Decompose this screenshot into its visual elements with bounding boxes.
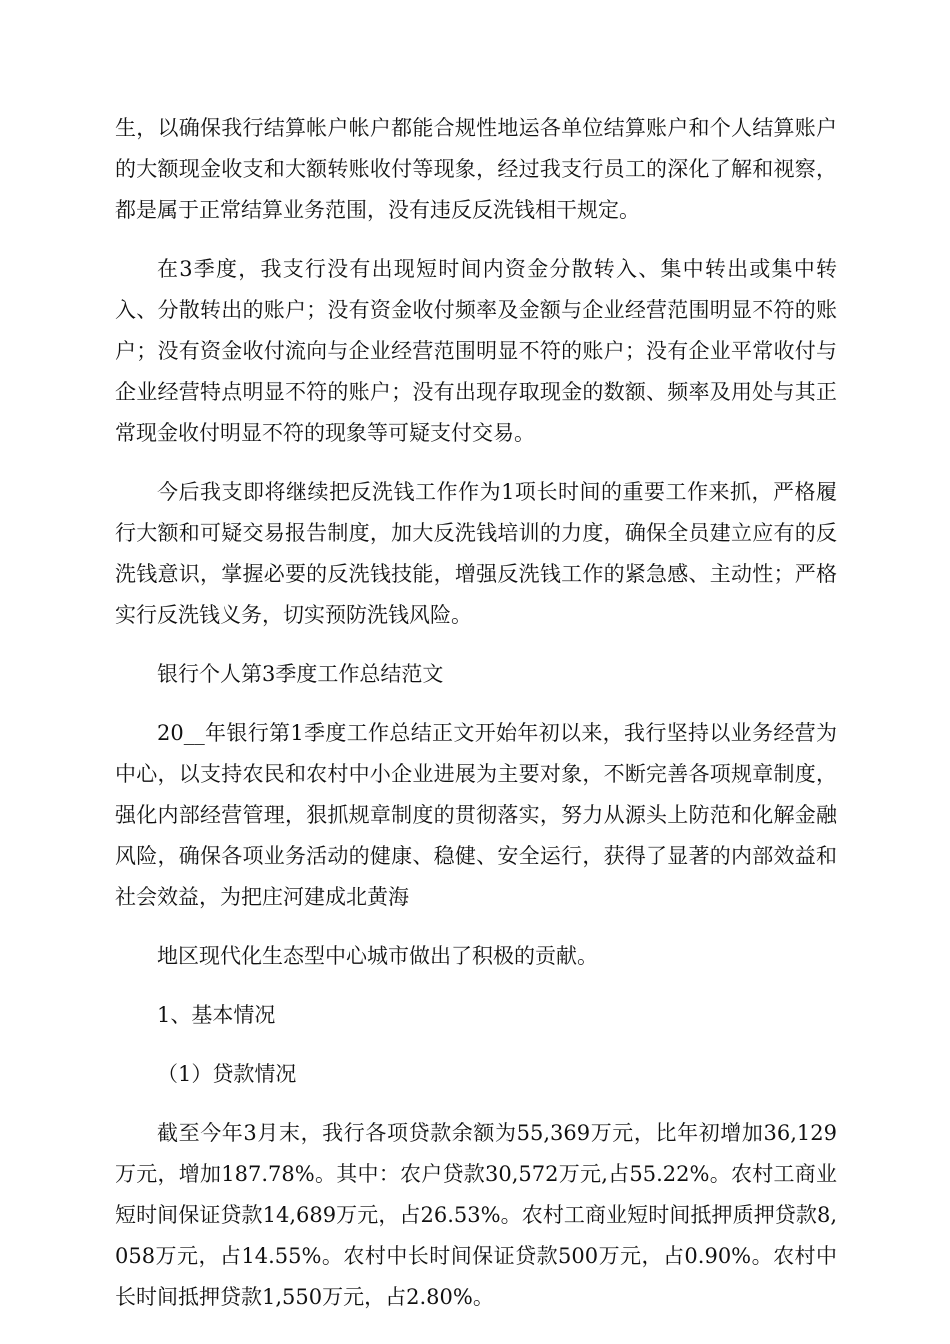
document-body xyxy=(115,108,837,1336)
paragraph-2: 在3季度，我支行没有出现短时间内资金分散转入、集中转出或集中转入、分散转出的账户；没有资金收付频率及金额与企业经营范围明显不符的账户；没有资金收付流向与企业经营范围明显不符的账户；没有企业平常收付与企业经营特点明显不符的账户；没有出现存取现金的数额、频率及用处与其正常现金收付明显不符的现象等可疑支付交易。 xyxy=(115,257,837,445)
paragraph-loan-details: 截至今年3月末，我行各项贷款余额为55,369万元，比年初增加36,129万元，增加187.78%。其中：农户贷款30,572万元,占55.22%。农村工商业短时间保证贷款14,689万元，占26.53%。农村工商业短时间抵押质押贷款8,058万元，占14.55%。农村中长时间保证贷款500万元，占0.90%。农村中长时间抵押贷款1,550万元，占2.80%。 xyxy=(115,1121,837,1309)
heading-loan-situation: （1）贷款情况 xyxy=(157,1062,297,1086)
paragraph-1: 生，以确保我行结算帐户帐户都能合规性地运各单位结算账户和个人结算账户的大额现金收支和大额转账收付等现象，经过我支行员工的深化了解和视察，都是属于正常结算业务范围，没有违反反洗钱相干规定。 xyxy=(115,116,837,222)
paragraph-4: 20__年银行第1季度工作总结正文开始年初以来，我行坚持以业务经营为中心，以支持农民和农村中小企业进展为主要对象，不断完善各项规章制度，强化内部经营管理，狠抓规章制度的贯彻落实，努力从源头上防范和化解金融风险，确保各项业务活动的健康、稳健、安全运行，获得了显著的内部效益和社会效益，为把庄河建成北黄海 xyxy=(115,721,837,909)
heading-basic-situation: 1、基本情况 xyxy=(157,1003,276,1027)
paragraph-5: 地区现代化生态型中心城市做出了积极的贡献。 xyxy=(157,944,598,968)
paragraph-3: 今后我支即将继续把反洗钱工作作为1项长时间的重要工作来抓，严格履行大额和可疑交易报告制度，加大反洗钱培训的力度，确保全员建立应有的反洗钱意识，掌握必要的反洗钱技能，增强反洗钱工作的紧急感、主动性；严格实行反洗钱义务，切实预防洗钱风险。 xyxy=(115,480,837,627)
section-title: 银行个人第3季度工作总结范文 xyxy=(157,662,444,686)
